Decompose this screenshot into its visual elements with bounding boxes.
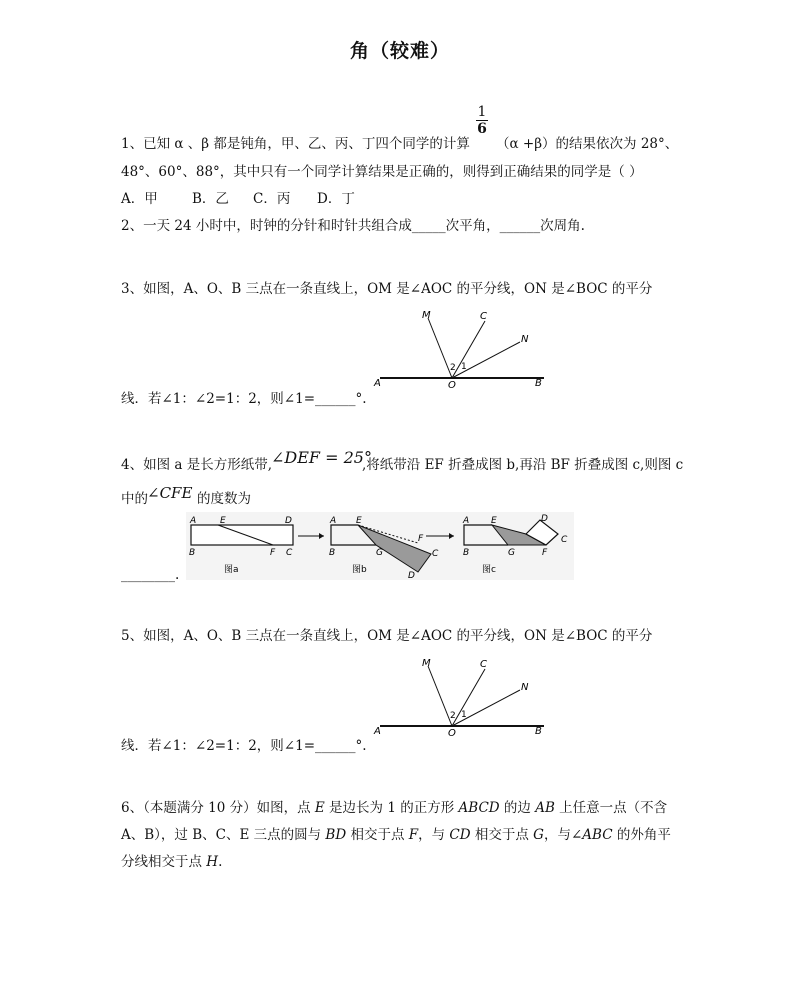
q1-option-a: A．甲 <box>121 191 158 207</box>
q3-line1: 3、如图，A、O、B 三点在一条直线上，OM 是∠AOC 的平分线，ON 是∠BOC 的平分 <box>121 281 653 297</box>
q5-label-c: C <box>480 659 487 670</box>
q5-angle1-label: 1 <box>461 710 467 720</box>
q6-side-cd: CD <box>449 827 471 843</box>
q4-line1-a: 4、如图 a 是长方形纸带, <box>121 457 273 473</box>
fig-c-label-f: F <box>542 548 548 558</box>
q6-text-3b: . <box>218 854 223 870</box>
q6-point-g: G <box>533 827 544 843</box>
q4-line2-a: 中的 <box>121 491 148 507</box>
q5-label-n: N <box>521 682 529 693</box>
q6-square-abcd: ABCD <box>458 800 500 816</box>
fig-b-label-b: B <box>329 548 336 558</box>
q6-line1 <box>121 799 667 817</box>
q6-text-3a: 分线相交于点 <box>121 854 207 870</box>
q4-formula-def: ∠DEF = 25° <box>271 448 372 467</box>
q5-label-m: M <box>422 658 431 669</box>
q6-text-1c: 的边 <box>499 800 536 816</box>
q6-text-2a: A、B），过 B、C、E 三点的圆与 <box>121 827 326 843</box>
fig-a-label-e: E <box>220 516 226 526</box>
q1-option-b: B．乙 <box>192 191 229 207</box>
fig-c-caption: 图c <box>482 565 496 575</box>
fig-a-caption: 图a <box>224 565 239 575</box>
fig-b-caption: 图b <box>352 565 367 575</box>
q6-line2 <box>121 826 671 844</box>
fig-a-label-c: C <box>286 548 293 558</box>
fig-c-label-d: D <box>541 514 548 524</box>
q4-answer-blank: ________. <box>121 567 180 583</box>
fig-c-label-b: B <box>463 548 470 558</box>
q5-label-b: B <box>535 726 542 737</box>
q5-line1: 5、如图，A、O、B 三点在一条直线上，OM 是∠AOC 的平分线，ON 是∠BOC 的平分 <box>121 628 653 644</box>
fig-b-label-a: A <box>330 516 337 526</box>
fig-b-label-e: E <box>356 516 362 526</box>
q6-text-1b: 是边长为 1 的正方形 <box>324 800 459 816</box>
q6-line3 <box>121 853 222 871</box>
q4-line2-b: 的度数为 <box>197 491 251 507</box>
q6-text-2b: 相交于点 <box>346 827 409 843</box>
q6-text-2c: ，与 <box>418 827 450 843</box>
q4-line1-b: ,将纸带沿 EF 折叠成图 b,再沿 BF 折叠成图 c,则图 c <box>362 457 684 473</box>
q3-label-o: O <box>448 380 456 391</box>
q3-label-a: A <box>374 378 381 389</box>
q6-text-2f: 的外角平 <box>612 827 671 843</box>
q6-point-f: F <box>408 827 419 843</box>
q3-label-c: C <box>480 311 487 322</box>
q5-label-a: A <box>374 726 381 737</box>
fig-b-label-c: C <box>432 549 439 559</box>
fig-c-label-g: G <box>508 548 515 558</box>
page-title: 角（较难） <box>350 40 451 62</box>
q3-angle-figure <box>360 304 560 392</box>
q3-line2: 线．若∠1：∠2=1：2，则∠1=______°. <box>121 391 367 407</box>
q6-line-bd: BD <box>325 827 347 843</box>
q1-frac-num: 1 <box>477 104 487 120</box>
q2-text: 2、一天 24 小时中，时钟的分针和时针共组合成_____次平角，______次周角. <box>121 218 585 234</box>
q3-angle1-label: 1 <box>461 362 467 372</box>
q3-label-n: N <box>521 334 529 345</box>
fig-c-label-a: A <box>463 516 470 526</box>
q6-text-1d: 上任意一点（不含 <box>554 800 668 816</box>
fig-a-label-d: D <box>285 516 292 526</box>
q6-text-2e: ，与∠ <box>543 827 583 843</box>
q5-angle-figure <box>360 652 560 740</box>
q3-label-m: M <box>422 310 431 321</box>
q1-fraction <box>475 104 489 137</box>
fig-b-label-g: G <box>376 548 383 558</box>
q6-angle-abc: ABC <box>582 827 613 843</box>
fig-a-label-a: A <box>190 516 197 526</box>
q1-frac-den: 6 <box>477 121 487 137</box>
q1-option-d: D．丁 <box>317 191 355 207</box>
fig-c-label-e: E <box>491 516 497 526</box>
q3-label-b: B <box>535 378 542 389</box>
q6-point-h: H <box>206 854 219 870</box>
fig-c-label-c: C <box>561 535 568 545</box>
q3-angle2-label: 2 <box>450 363 456 373</box>
q6-text-2d: 相交于点 <box>470 827 534 843</box>
fig-b-label-d: D <box>408 571 415 580</box>
q1-line1-a: 1、已知 α 、β 都是钝角，甲、乙、丙、丁四个同学的计算 <box>121 136 470 152</box>
q4-folding-figure <box>186 512 574 580</box>
q1-line1-b: （α +β）的结果依次为 28°、 <box>496 136 679 152</box>
q5-angle2-label: 2 <box>450 711 456 721</box>
fig-a-label-b: B <box>189 548 196 558</box>
fig-a-label-f: F <box>270 548 276 558</box>
q5-line2: 线．若∠1：∠2=1：2，则∠1=______°. <box>121 738 367 754</box>
fig-b-label-f: F <box>418 534 424 544</box>
q6-side-ab: AB <box>535 800 555 816</box>
q1-line2: 48°、60°、88°，其中只有一个同学计算结果是正确的，则得到正确结果的同学是（ ） <box>121 164 643 180</box>
q5-label-o: O <box>448 728 456 739</box>
q6-point-e: E <box>314 800 325 816</box>
q6-text-1a: 6、（本题满分 10 分）如图，点 <box>121 800 315 816</box>
q1-option-c: C．丙 <box>253 191 291 207</box>
q4-formula-cfe: ∠CFE <box>147 484 193 502</box>
